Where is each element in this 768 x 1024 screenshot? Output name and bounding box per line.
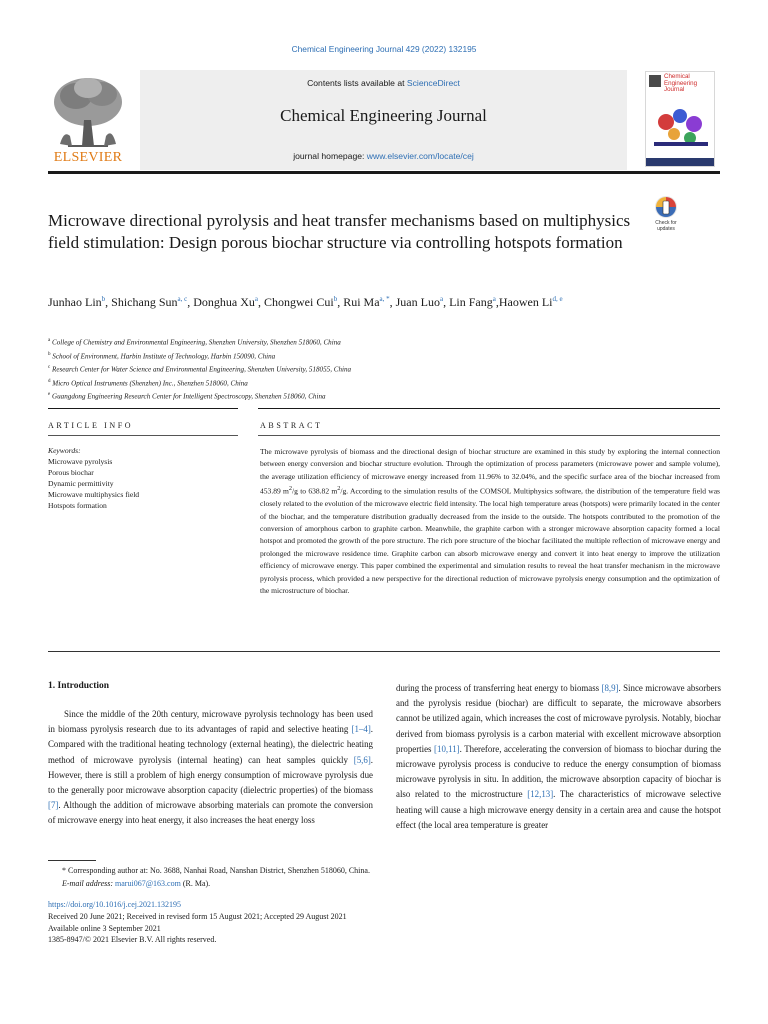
- citation-link[interactable]: [7]: [48, 800, 59, 811]
- article-info-rule: [48, 408, 238, 409]
- abstract-part: /g. According to the simulation results of the COMSOL Multiphysics software, the distribution of the temperature field was closely related to the evolution of the microwave electric field intensity. The local high temperature areas (hotspots) were primarily located in the center of the biochar, and the temperature distribution gradually decreased from the inside to the outside. The hotspots contributed to the promotion of the conversion of amorphous carbon to graphite carbon. Meanwhile, the graphite carbon with a stronger microwave absorption capacity formed a local hotspot and promoted the growth of the pore structure. The rich pore structure of the biochar facilitated the multiple reflection of microwave energy and prolonged the microwave residence time. Graphite carbon can absorb microwave energy and convert it into heat energy to improve the utilization efficiency of microwave energy. This paper combined the experimental and simulation results to reveal the heat transfer mechanism in the microwave pyrolysis process, which provided a new perspective for the directional reduction of microwave pyrolysis energy consumption and the optimization of the microstructure of biochar.: [260, 486, 720, 595]
- author-separator: ,: [389, 295, 396, 309]
- journal-cover-thumbnail[interactable]: [645, 71, 715, 167]
- author-separator: ,: [495, 295, 499, 309]
- email-label: E-mail address:: [62, 878, 116, 888]
- cover-title: Chemical Engineering Journal: [664, 73, 698, 94]
- affiliation-text: Micro Optical Instruments (Shenzhen) Inc., Shenzhen 518060, China: [52, 379, 248, 388]
- affiliation-mark: d: [48, 378, 51, 384]
- copyright: 1385-8947/© 2021 Elsevier B.V. All rights reserved.: [48, 935, 217, 945]
- affiliation-mark: b: [48, 351, 51, 357]
- author-name[interactable]: Haowen Li: [498, 295, 553, 309]
- author-name[interactable]: Shichang Sun: [111, 295, 178, 309]
- author-affiliation-mark[interactable]: d, e: [552, 295, 563, 303]
- author-separator: ,: [258, 295, 265, 309]
- affiliation-mark: e: [48, 392, 51, 398]
- keyword: Dynamic permittivity: [48, 478, 114, 488]
- abstract-text: [260, 446, 720, 597]
- body-text: . However, there is still a problem of high energy consumption of microwave pyrolysis due to the generally poor microwave absorption capacity (dielectric properties) of the biomass: [48, 754, 373, 796]
- author-affiliation-mark[interactable]: a: [439, 295, 444, 303]
- author-name[interactable]: Lin Fang: [449, 295, 493, 309]
- keyword: Microwave pyrolysis: [48, 456, 113, 466]
- affiliation: [48, 349, 688, 363]
- keywords-label: Keywords:: [48, 446, 81, 455]
- abstract-rule: [258, 408, 720, 409]
- affiliation-text: College of Chemistry and Environmental Engineering, Shenzhen University, Shenzhen 518060, China: [52, 338, 341, 347]
- author-affiliation-mark[interactable]: a, *: [379, 295, 390, 303]
- homepage-line: [140, 151, 627, 161]
- email-suffix: (R. Ma).: [180, 878, 211, 888]
- author-name[interactable]: Chongwei Cui: [264, 295, 334, 309]
- citation-link[interactable]: [12,13]: [527, 789, 554, 800]
- check-for-updates-icon[interactable]: [646, 193, 686, 233]
- contents-line: [140, 78, 627, 88]
- journal-title: Chemical Engineering Journal: [280, 106, 487, 125]
- body-text: . Since microwave absorbers and the pyrolysis residue (biochar) are difficult to separate, the microwave absorbers cannot be utilized again, which increases the cost of microwave pyrolysis. Notably, biochar derived from biomass pyrolysis is a carbon material with excellent microwave absorption properties: [396, 683, 721, 754]
- section-heading-introduction: 1. Introduction: [48, 681, 110, 691]
- received-dates: Received 20 June 2021; Received in revised form 15 August 2021; Accepted 29 August 2021: [48, 911, 347, 921]
- footnotes: [48, 865, 720, 890]
- affiliation: [48, 335, 688, 349]
- abstract-part: /g to 638.82 m: [292, 486, 338, 496]
- affiliation-mark: a: [48, 338, 51, 343]
- keyword: Porous biochar: [48, 467, 94, 477]
- body-text: during the process of transferring heat energy to biomass: [396, 683, 602, 693]
- author-separator: ,: [337, 295, 344, 309]
- author-affiliation-mark[interactable]: b: [101, 295, 106, 303]
- affiliation: [48, 362, 688, 376]
- contents-prefix: Contents lists available at: [307, 78, 407, 88]
- email-link[interactable]: marui067@163.com: [115, 878, 181, 888]
- body-text: Since the middle of the 20th century, microwave pyrolysis technology has been used in biomass pyrolysis research due to its advantages of rapid and selective heating: [48, 709, 373, 735]
- abstract-heading: ABSTRACT: [260, 421, 323, 430]
- citation-link[interactable]: [5,6]: [353, 754, 371, 765]
- article-info-heading: ARTICLE INFO: [48, 421, 134, 430]
- author-separator: ,: [443, 295, 450, 309]
- keywords-block: [48, 446, 238, 511]
- keyword: Hotspots formation: [48, 500, 107, 510]
- citation-link[interactable]: [1–4]: [351, 724, 371, 735]
- affiliations: [48, 335, 688, 403]
- online-date: Available online 3 September 2021: [48, 923, 161, 933]
- author-affiliation-mark[interactable]: a, c: [177, 295, 188, 303]
- affiliation: [48, 376, 688, 390]
- sciencedirect-link[interactable]: ScienceDirect: [406, 78, 460, 88]
- introduction-column-2: [396, 681, 721, 833]
- author-affiliation-mark[interactable]: b: [333, 295, 338, 303]
- affiliation-text: Research Center for Water Science and Environmental Engineering, Shenzhen University, 518055, China: [52, 365, 352, 374]
- abstract-part: The microwave pyrolysis of biomass and the directional design of biochar structure are examined in this study by exploring the internal connection between energy conversion and biochar structure evolution. Through the optimization of process parameters (microwave power and sample volume), the average utilization efficiency of microwave energy increased from 11.96% to 32.04%, and the specific surface area of the biochar increased from 453.89 m: [260, 447, 720, 496]
- homepage-prefix: journal homepage:: [293, 151, 367, 161]
- author-name[interactable]: Rui Ma: [343, 295, 380, 309]
- body-text: . The characteristics of microwave selective heating will cause a high microwave energy density in a certain area and cause the hotspot effect (the local area temperature is greater: [396, 789, 721, 830]
- affiliation-text: School of Environment, Harbin Institute of Technology, Harbin 150090, China: [52, 351, 276, 360]
- elsevier-wordmark: ELSEVIER: [53, 150, 123, 165]
- author-name[interactable]: Donghua Xu: [193, 295, 255, 309]
- email-note: [48, 878, 720, 891]
- introduction-column-1: [48, 707, 373, 829]
- body-text: . Compared with the traditional heating technology (external heating), the dielectric heating method of microwave pyrolysis (internal heating) can heat samples quickly: [48, 724, 373, 765]
- body-rule: [48, 651, 720, 652]
- body-text: . Therefore, accelerating the conversion of biomass to biochar during the microwave pyrolysis process is conducive to reduce the energy consumption of biomass microwave pyrolysis in situ. In addition, the microwave absorption capacity of biochar is also related to the microstructure: [396, 743, 721, 800]
- publication-info: [48, 899, 720, 946]
- abstract-subrule: [258, 435, 720, 436]
- superscript: 2: [337, 485, 341, 493]
- author-list: [48, 290, 648, 312]
- author-name[interactable]: Juan Luo: [395, 295, 440, 309]
- citation-link[interactable]: [8,9]: [601, 683, 619, 693]
- homepage-link[interactable]: www.elsevier.com/locate/cej: [366, 151, 474, 161]
- citation-link[interactable]: [10,11]: [434, 743, 460, 754]
- author-separator: ,: [105, 295, 112, 309]
- superscript: 2: [288, 485, 293, 493]
- doi-link[interactable]: https://doi.org/10.1016/j.cej.2021.132195: [48, 900, 181, 909]
- corresponding-author-note: * Corresponding author at: No. 3688, Nanhai Road, Nanshan District, Shenzhen 518060, China.: [62, 866, 370, 875]
- footnote-rule: [48, 860, 96, 861]
- affiliation-mark: c: [48, 365, 51, 371]
- article-info-subrule: [48, 435, 238, 436]
- author-affiliation-mark[interactable]: a: [492, 295, 496, 303]
- affiliation: [48, 389, 688, 403]
- author-separator: ,: [187, 295, 194, 309]
- crossmark-label-1: Check for: [655, 220, 677, 226]
- author-name[interactable]: Junhao Lin: [48, 295, 102, 309]
- article-title: Microwave directional pyrolysis and heat transfer mechanisms based on multiphysics field stimulation: Design porous biochar structure via controlling hotspots formation: [48, 211, 631, 252]
- journal-reference[interactable]: Chemical Engineering Journal 429 (2022) 132195: [291, 44, 477, 54]
- body-text: . Although the addition of microwave absorbing materials can promote the conversion of microwave energy into heat energy, it also increases the heat energy loss: [48, 800, 373, 826]
- author-affiliation-mark[interactable]: a: [254, 295, 259, 303]
- affiliation-text: Guangdong Engineering Research Center for Intelligent Spectroscopy, Shenzhen 518060, China: [52, 392, 326, 401]
- keyword: Microwave multiphysics field: [48, 489, 140, 499]
- header-rule: [48, 171, 720, 174]
- crossmark-label-2: updates: [657, 226, 675, 232]
